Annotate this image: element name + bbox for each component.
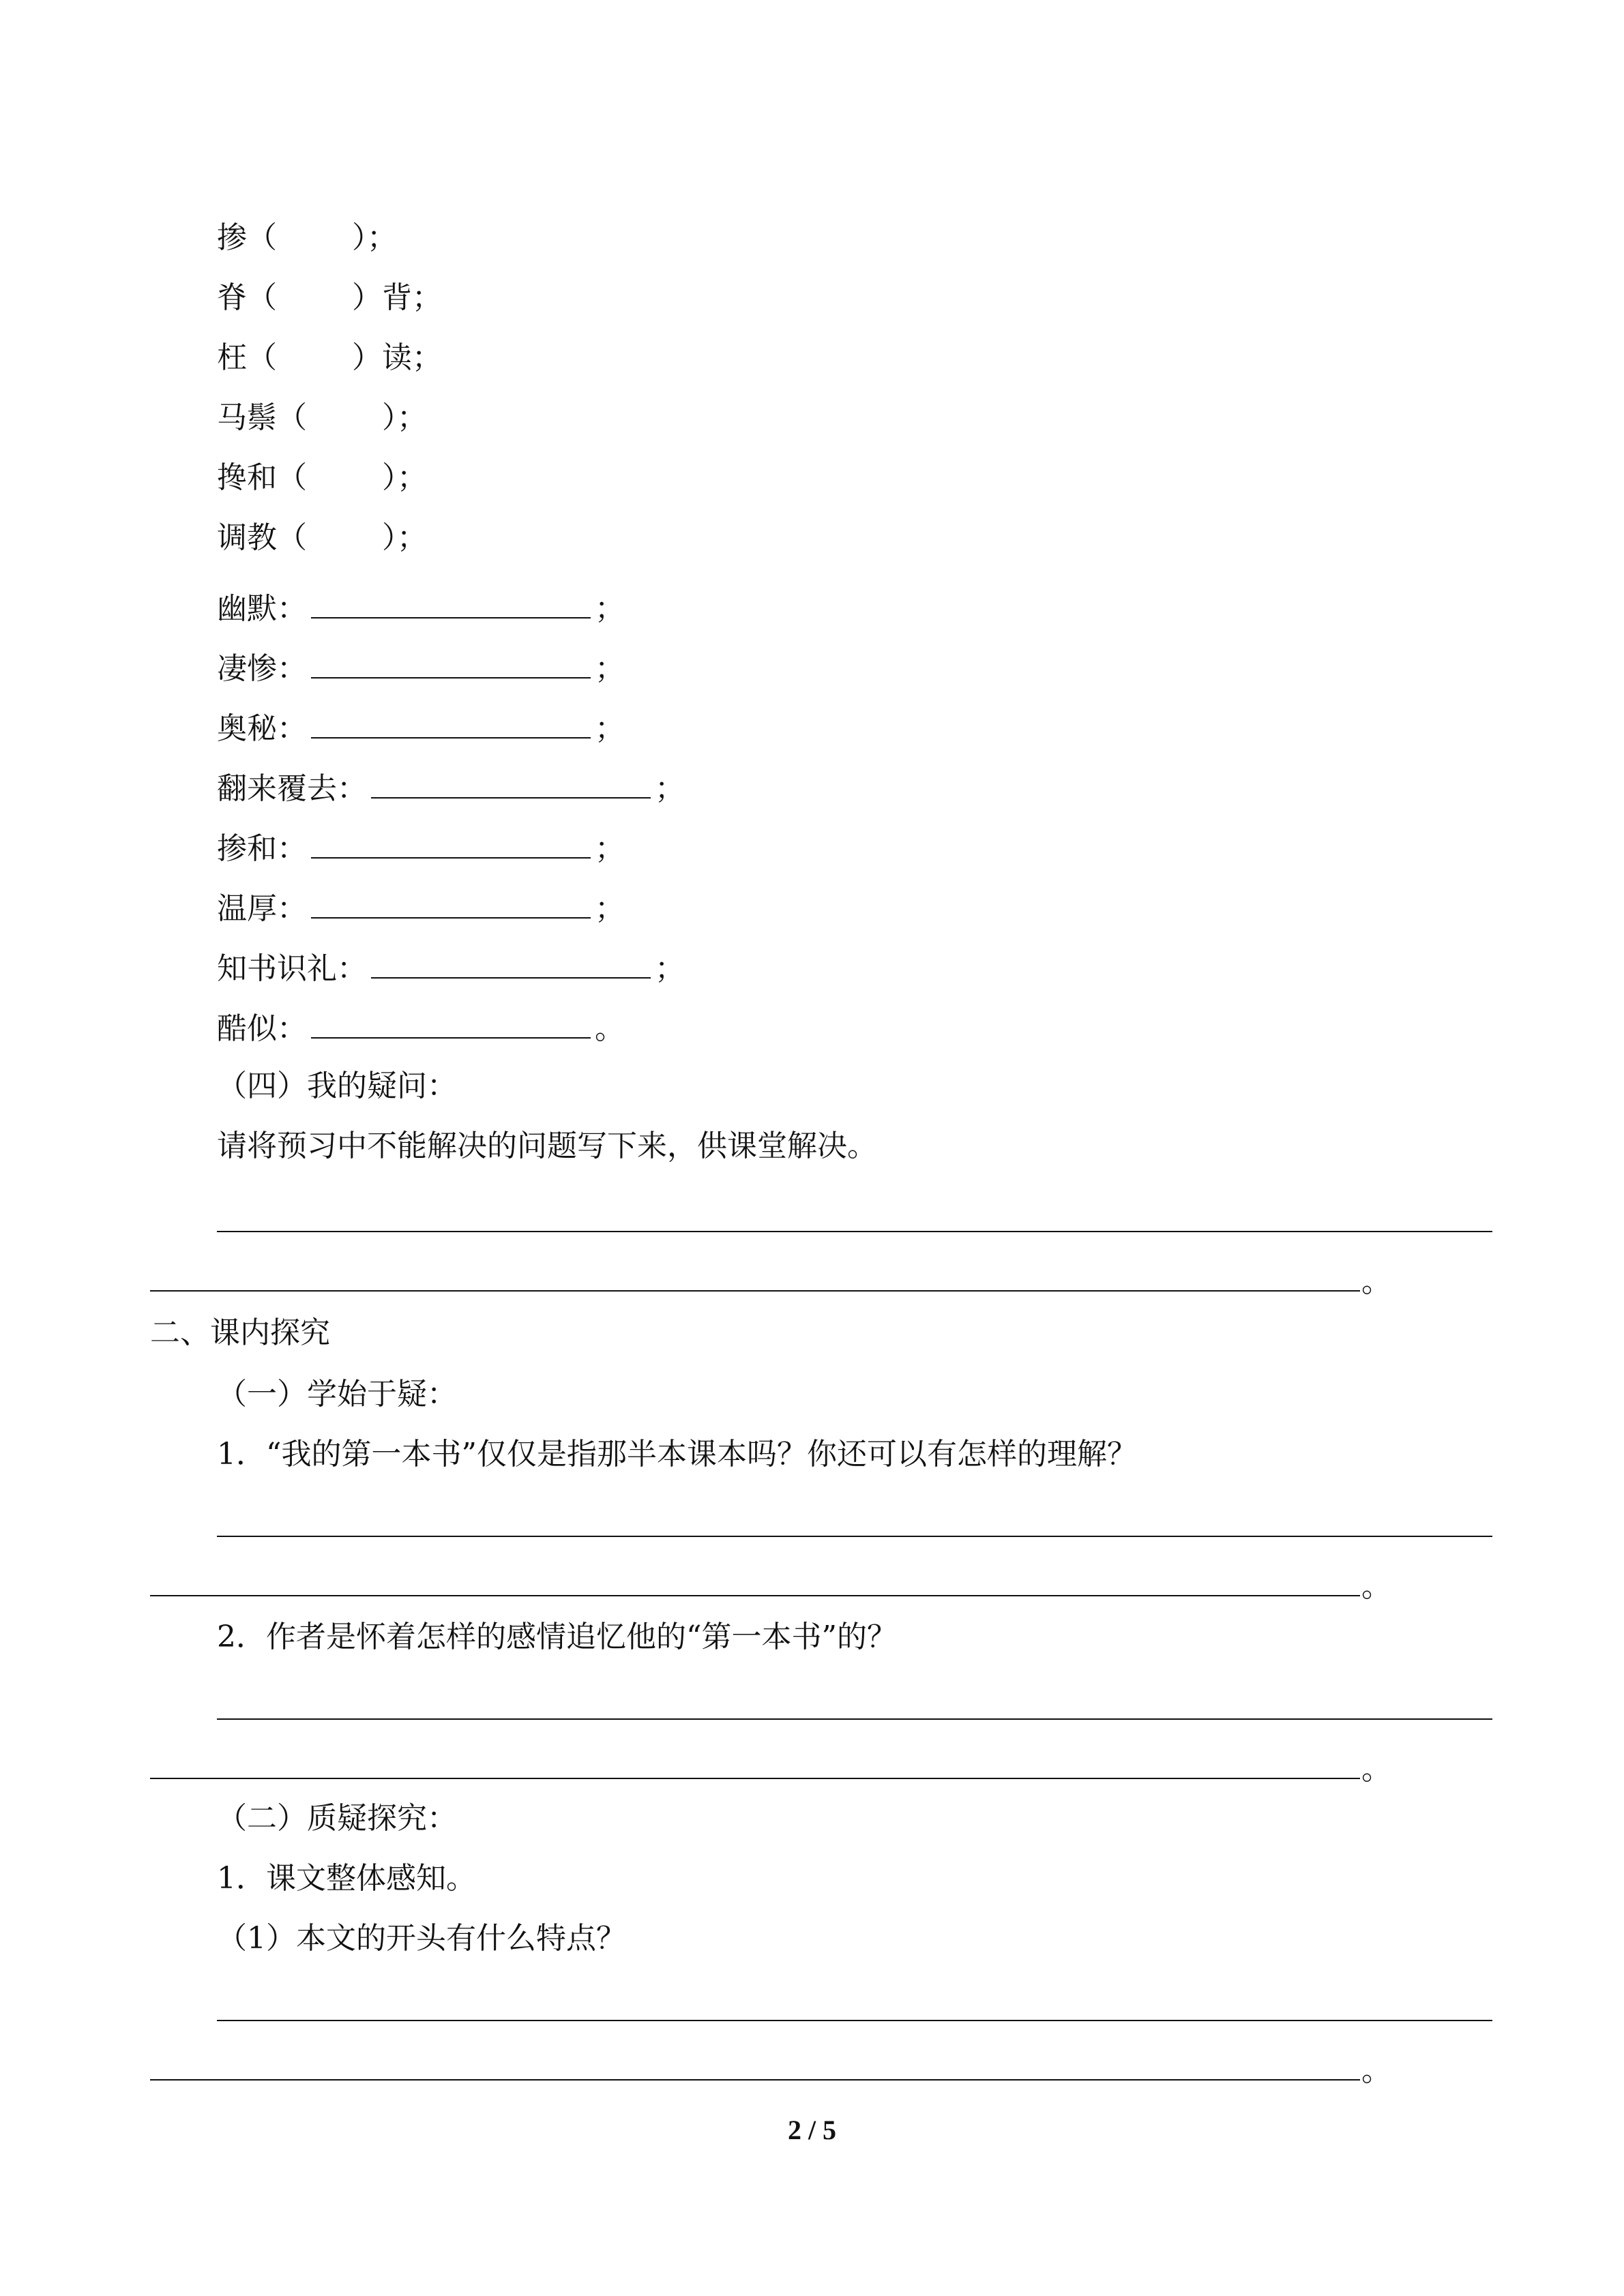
answer-line[interactable] — [217, 2020, 1492, 2021]
pinyin-item-2: 脊（ ）背； — [217, 280, 442, 315]
end-mark: 。 — [1361, 1569, 1391, 1604]
answer-line[interactable] — [217, 1536, 1492, 1537]
subsection-two-heading: （二）质疑探究： — [217, 1801, 457, 1836]
define-item-5: 掺和： ； — [217, 822, 625, 869]
define-item-8: 酷似： 。 — [217, 1002, 625, 1049]
pinyin-item-5: 搀和（ ）； — [217, 460, 427, 495]
define-item-1: 幽默： ； — [217, 582, 625, 629]
answer-blank[interactable] — [311, 882, 591, 919]
pinyin-item-1: 掺（ ）； — [217, 220, 397, 255]
answer-blank[interactable] — [311, 702, 591, 739]
answer-line[interactable] — [217, 1718, 1492, 1720]
question-1: 1．“我的第一本书”仅仅是指那半本课本吗？你还可以有怎样的理解？ — [217, 1437, 1137, 1472]
section-four-heading: （四）我的疑问： — [217, 1069, 457, 1103]
answer-line[interactable] — [150, 1290, 1360, 1292]
answer-blank[interactable] — [311, 822, 591, 859]
answer-line[interactable] — [217, 1231, 1492, 1232]
define-item-6: 温厚： ； — [217, 882, 625, 929]
answer-blank[interactable] — [311, 1002, 591, 1039]
define-item-2: 凄惨： ； — [217, 642, 625, 689]
pinyin-item-6: 调教（ ）； — [217, 520, 427, 555]
section-two-heading: 二、课内探究 — [150, 1315, 330, 1350]
answer-line[interactable] — [150, 1595, 1360, 1596]
answer-line[interactable] — [150, 1778, 1360, 1779]
end-mark: 。 — [1361, 2053, 1391, 2088]
answer-blank[interactable] — [371, 762, 651, 799]
define-item-3: 奥秘： ； — [217, 702, 625, 749]
define-item-4: 翻来覆去： ； — [217, 762, 685, 809]
answer-blank[interactable] — [311, 582, 591, 618]
pinyin-item-3: 枉（ ）读； — [217, 340, 442, 375]
subsection-one-heading: （一）学始于疑： — [217, 1377, 457, 1412]
question-2: 2．作者是怀着怎样的感情追忆他的“第一本书”的？ — [217, 1620, 897, 1654]
answer-blank[interactable] — [311, 642, 591, 679]
section-four-instruction: 请将预习中不能解决的问题写下来，供课堂解决。 — [217, 1129, 877, 1163]
answer-line[interactable] — [150, 2079, 1360, 2081]
end-mark: 。 — [1361, 1752, 1391, 1787]
page-number: 2 / 5 — [787, 2115, 837, 2145]
answer-blank[interactable] — [371, 942, 651, 979]
define-item-7: 知书识礼： ； — [217, 942, 685, 989]
pinyin-item-4: 马鬃（ ）； — [217, 400, 427, 435]
end-mark: 。 — [1361, 1264, 1391, 1299]
question-3a: （1）本文的开头有什么特点？ — [217, 1921, 626, 1956]
question-3: 1．课文整体感知。 — [217, 1861, 476, 1896]
